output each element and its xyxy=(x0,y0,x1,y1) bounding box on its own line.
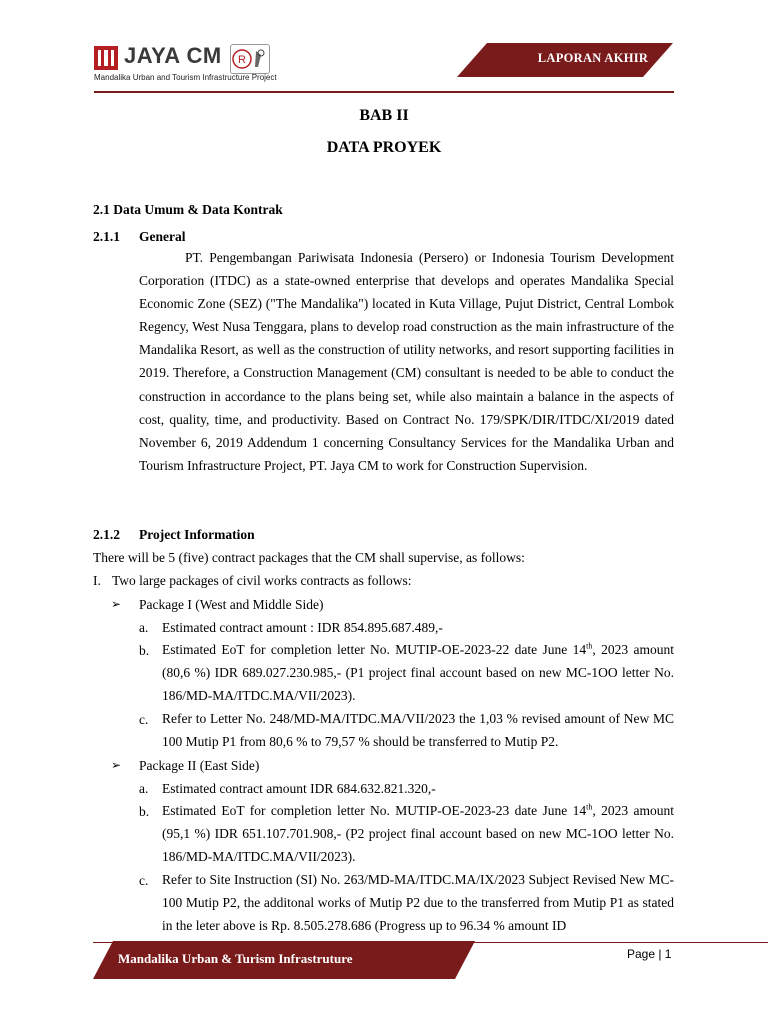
svg-text:R: R xyxy=(238,54,246,66)
subsection-number: 2.1.2 xyxy=(93,527,120,542)
general-paragraph: PT. Pengembangan Pariwisata Indonesia (Persero) or Indonesia Tourism Development Corporation (ITDC) as a state-owned enterprise that develops and operates Mandalika Special Economic Zone (SEZ) ("The Mandalika") located in Kuta Village, Pujut District, Central Lombok Regency, West Nusa Tenggara, plans to develop road construction as the main infrastructure of the Mandalika Resort, as well as the construction of utility networks, and resort supporting facilities in 2019. Therefore, a Construction Management (CM) consultant is needed to be able to conduct the construction in accordance to the plans being set, while also maintain a balance in the aspects of cost, quality, time, and productivity. Based on Contract No. 179/SPK/DIR/ITDC/XI/2019 dated November 6, 2019 Addendum 1 concerning Consultancy Services for the Mandalika Urban and Tourism Infrastructure Project, PT. Jaya CM to work for Construction Supervision. xyxy=(139,250,674,473)
item-marker: b. xyxy=(139,643,150,658)
subsection-title: General xyxy=(139,229,186,244)
logo-text: JAYA CM xyxy=(124,43,222,68)
package-label: Package II (East Side) xyxy=(139,758,260,773)
header-divider xyxy=(94,91,674,93)
jaya-cm-logo-icon xyxy=(94,46,118,70)
package-label: Package I (West and Middle Side) xyxy=(139,597,324,612)
list-item: Refer to Letter No. 248/MD-MA/ITDC.MA/VII/2023 the 1,03 % revised amount of New MC 100 Mutip P1 from 80,6 % to 79,57 % should be transferred to Mutip P2. xyxy=(162,711,674,750)
list-item: Estimated EoT for completion letter No. MUTIP-OE-2023-23 date June 14th, 2023 amount (95,1 %) IDR 651.107.701.908,- (P2 project final account based on new MC-1OO letter No. 186/MD-MA/ITDC.MA/VII/2023). xyxy=(162,802,674,865)
arrow-bullet-icon: ➢ xyxy=(111,758,122,772)
group-marker: I. xyxy=(93,573,101,588)
list-item: Refer to Site Instruction (SI) No. 263/MD-MA/ITDC.MA/IX/2023 Subject Revised New MC-100 Mutip P2, the additonal works of Mutip P2 due to the transferred from Mutip P1 as stated in the leter above is Rp. 8.505.278.686 (Progress up to 96.34 % amount ID xyxy=(162,872,674,934)
item-marker: c. xyxy=(139,873,149,888)
list-item: Estimated contract amount : IDR 854.895.687.489,- xyxy=(162,620,443,635)
item-marker: a. xyxy=(139,781,149,796)
list-item: Estimated EoT for completion letter No. MUTIP-OE-2023-22 date June 14th, 2023 amount (80,6 %) IDR 689.027.230.985,- (P1 project final account based on new MC-1OO letter No. 186/MD-MA/ITDC.MA/VII/2023). xyxy=(162,641,674,704)
chapter-title: DATA PROYEK xyxy=(326,139,442,156)
subsection-number: 2.1.1 xyxy=(93,229,120,244)
certification-seal-icon xyxy=(230,44,270,74)
page-number: Page | 1 xyxy=(627,947,672,961)
chapter-number: BAB II xyxy=(359,107,409,124)
group-label: Two large packages of civil works contracts as follows: xyxy=(112,573,412,588)
logo-subtitle: Mandalika Urban and Tourism Infrastructure Project xyxy=(94,73,277,82)
subsection-title: Project Information xyxy=(139,527,255,542)
item-marker: b. xyxy=(139,804,150,819)
item-marker: c. xyxy=(139,712,149,727)
intro-text: There will be 5 (five) contract packages that the CM shall supervise, as follows: xyxy=(93,550,525,565)
company-logo xyxy=(94,44,284,86)
section-heading: 2.1 Data Umum & Data Kontrak xyxy=(93,202,283,217)
item-marker: a. xyxy=(139,620,149,635)
list-item: Estimated contract amount IDR 684.632.821.320,- xyxy=(162,781,436,796)
footer-project-title: Mandalika Urban & Turism Infrastruture xyxy=(118,951,353,966)
report-label: LAPORAN AKHIR xyxy=(537,51,649,65)
arrow-bullet-icon: ➢ xyxy=(111,597,122,611)
